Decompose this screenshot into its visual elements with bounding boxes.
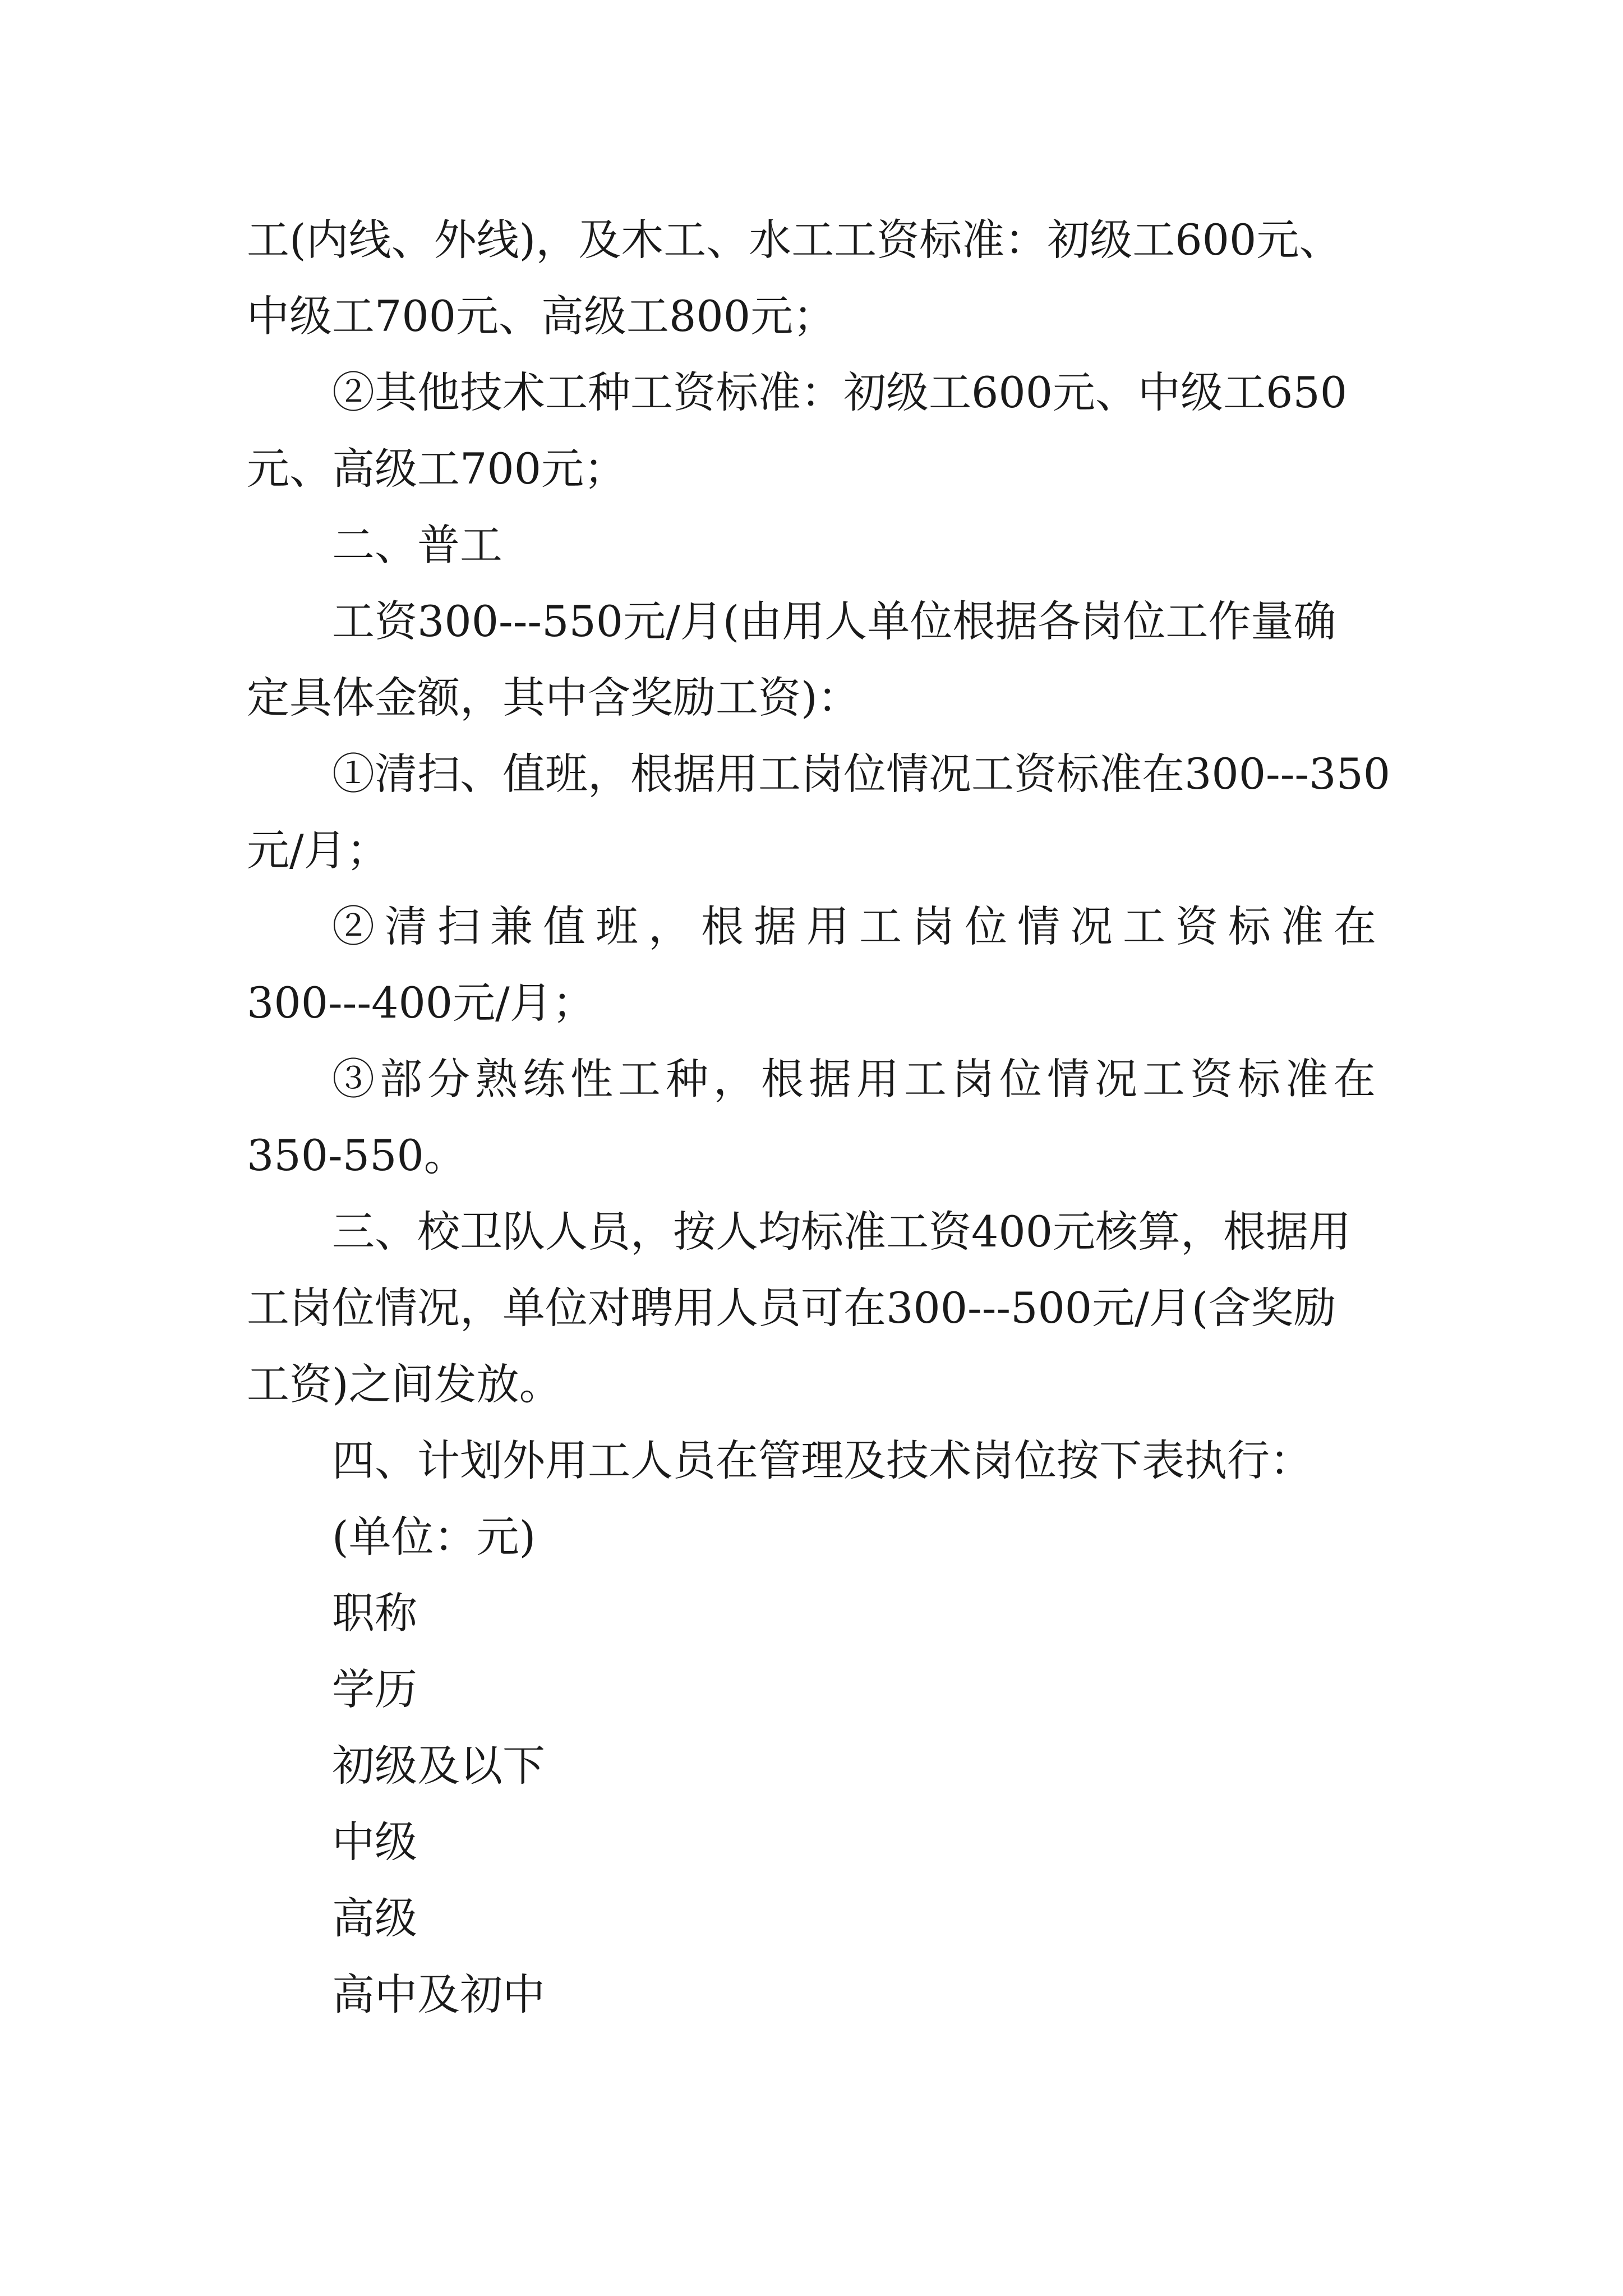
heading-general-worker — [247, 507, 1380, 583]
text-line: 元/月； — [247, 825, 389, 875]
text-line: 300---400元/月； — [247, 978, 595, 1028]
table-cell-title — [247, 1575, 1380, 1651]
table-cell-junior-and-below — [247, 1728, 1380, 1804]
text-line: 定具体金额，其中含奖励工资)： — [247, 673, 860, 723]
text-line: (单位：元) — [332, 1512, 536, 1562]
document-body — [247, 202, 1391, 2033]
text-line: 中级 — [332, 1817, 417, 1867]
text-line: 工资)之间发放。 — [247, 1359, 562, 1409]
text-line: ①清扫、值班，根据用工岗位情况工资标准在300---350 — [332, 749, 1391, 799]
table-cell-intermediate — [247, 1804, 1380, 1880]
paragraph-general-wage — [247, 583, 1380, 736]
paragraph-unplanned-workers — [247, 1423, 1380, 1499]
text-line: 四、计划外用工人员在管理及技术岗位按下表执行： — [332, 1435, 1312, 1485]
paragraph-cleaning-duty — [247, 736, 1391, 889]
text-line: 工资300---550元/月(由用人单位根据各岗位工作量确 — [332, 596, 1336, 646]
paragraph-other-technical — [247, 355, 1380, 507]
text-line: 高中及初中 — [332, 1970, 545, 2019]
text-line: 二、普工 — [332, 520, 502, 570]
table-unit-note — [247, 1499, 1380, 1575]
paragraph-campus-guard — [247, 1194, 1380, 1423]
text-line: 高级 — [332, 1893, 417, 1943]
text-line: 三、校卫队人员，按人均标准工资400元核算，根据用 — [332, 1207, 1352, 1257]
text-line: ②其他技术工种工资标准：初级工600元、中级工650 — [332, 367, 1348, 417]
table-cell-high-and-middle-school — [247, 1957, 1380, 2033]
text-line: 工岗位情况，单位对聘用人员可在300---500元/月(含奖励 — [247, 1283, 1336, 1333]
text-line: 元、高级工700元； — [247, 444, 627, 494]
table-cell-senior — [247, 1880, 1380, 1957]
text-line: 350-550。 — [247, 1130, 467, 1180]
text-line: 学历 — [332, 1664, 417, 1714]
text-line: 职称 — [332, 1588, 417, 1638]
text-line: 工(内线、外线)，及木工、水工工资标准：初级工600元、 — [247, 215, 1342, 265]
table-cell-education — [247, 1651, 1380, 1728]
text-line: ②清扫兼值班，根据用工岗位情况工资标准在 — [332, 901, 1386, 951]
text-line: 中级工700元、高级工800元； — [247, 291, 836, 341]
text-line: ③部分熟练性工种，根据用工岗位情况工资标准在 — [332, 1054, 1381, 1104]
paragraph-cleaning-and-duty — [247, 889, 1386, 1041]
text-line: 初级及以下 — [332, 1741, 545, 1791]
paragraph-wage-continuation — [247, 202, 1380, 355]
paragraph-skilled-work — [247, 1041, 1380, 1194]
